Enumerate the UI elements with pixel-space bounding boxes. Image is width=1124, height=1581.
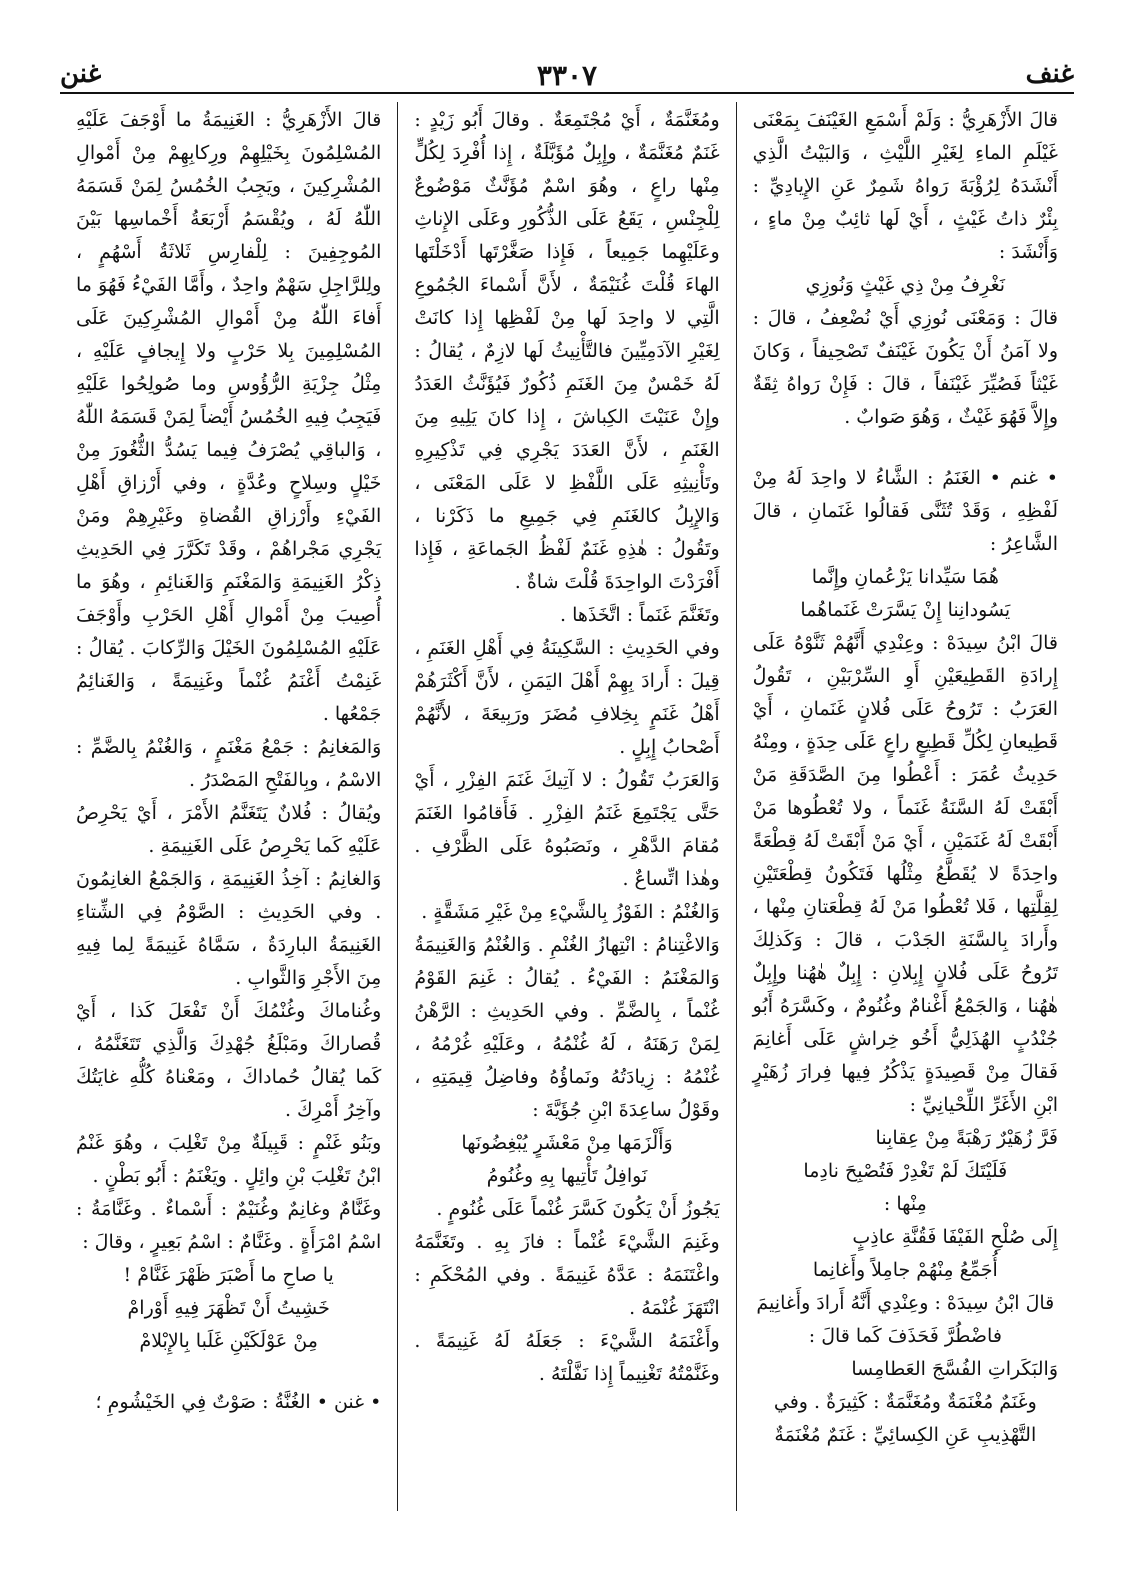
verse-line: وغَنَمٌ مُغْنَمَةٌ ومُغَنَّمَةٌ : كَثِيرَةٌ . وفي التَّهْذِيبِ عَنِ الكِسائِيِّ : غَنَمٌ مُغْنَمَةٌ (773, 1391, 1037, 1446)
body-paragraph: وَالغانِمُ : آخِذُ الغَنِيمَةِ ، وَالجَمْعُ الغانِمُونَ . وفي الحَدِيثِ : الصَّوْمُ فِي الشِّتاءِ الغَنِيمَةُ البارِدَةُ ، سَمَّاهُ غَنِيمَةً لِما فِيهِ مِنَ الأَجْرِ وَالثَّوابِ . (76, 868, 382, 989)
body-paragraph: وَالاغْتِنامُ : انْتِهازُ الغُنْمِ . وَالغُنْمُ وَالغَنِيمَةُ وَالمَغْنَمُ : الفَيْءُ . يُقالُ : غَنِمَ القَوْمُ غُنْماً ، بِالضَّمِّ . وفي الحَدِيثِ : الرَّهْنُ لِمَنْ رَهَنَهُ ، لَهُ غُنْمُهُ ، وعَلَيْهِ غُرْمُهُ ، غُنْمُهُ : زِيادَتُهُ ونَماؤُهُ وفاضِلُ قِيمَتِهِ ، وقَوْلُ ساعِدَةَ ابْنِ جُؤَيَّةَ : (414, 934, 720, 1121)
body-paragraph: يَجُوزُ أَنْ يَكُونَ كَسَّرَ غُنْماً عَلَى غُنُومٍ . (436, 1198, 720, 1220)
running-headword-left: غنن (60, 59, 102, 89)
entry-gap (76, 1358, 381, 1386)
body-paragraph: وأَغْنَمَهُ الشَّيْءَ : جَعَلَهُ لَهُ غَنِيمَةً . وغَنَّمْتُهُ تَغْنِيماً إِذا نَفَّلْتَهُ . (414, 1330, 720, 1385)
body-paragraph: قالَ ابْنُ سِيدَهْ : وعِنْدِي أَنَّهُمْ ثَنَّوْهُ عَلَى إِرادَةِ القَطِيعَيْنِ أَوِ السِّرْبَيْنِ ، تَقُولُ العَرَبُ : تَرُوحُ عَلَى فُلانٍ غَنَمانِ ، أَيْ قَطِيعانِ لِكُلِّ قَطِيعٍ راعٍ عَلَى حِدَةٍ ، ومِنْهُ حَدِيثُ عُمَرَ : أَعْطُوا مِنَ الصَّدَقَةِ مَنْ أَبْقَتْ لَهُ السَّنَةُ غَنَماً ، ولا تُعْطُوها مَنْ أَبْقَتْ لَهُ غَنَمَيْنِ ، أَيْ مَنْ أَبْقَتْ لَهُ قِطْعَةً واحِدَةً لا يُقَطَّعُ مِثْلُها فَتَكُونُ قِطْعَتَيْنِ لِقِلَّتِها ، فَلا تُعْطُوا مَنْ لَهُ قِطْعَتانِ مِنْها ، وأَرادَ بِالسَّنَةِ الجَدْبَ ، قالَ : وَكَذلِكَ تَرُوحُ عَلَى فُلانٍ إِبِلانِ : إِبِلٌ هٰهُنا وإِبِلٌ هٰهُنا ، وَالجَمْعُ أَغْنامٌ وغُنُومٌ ، وكَسَّرَهُ أَبُو جُنْدُبٍ الهُذَلِيُّ أَخُو خِراشٍ عَلَى أَغانِمَ فَقالَ مِنْ قَصِيدَةٍ يَذْكُرُ فِيها فِرارَ زُهَيْرٍ ابْنِ الأَغَرِّ اللِّحْيانِيِّ : (752, 632, 1058, 1116)
header-rule (60, 92, 1074, 94)
page-header (60, 55, 1074, 95)
body-paragraph: وفي الحَدِيثِ : السَّكِينَةُ فِي أَهْلِ الغَنَمِ ، قِيلَ : أَرادَ بِهِمْ أَهْلَ اليَمَنِ ، لأَنَّ أَكْثَرَهُمْ أَهْلُ غَنَمٍ بِخِلافِ مُضَرَ ورَبِيعَةَ ، لأَنَّهُمْ أَصْحابُ إِبِلٍ . (414, 637, 720, 758)
entry-paragraph: • غنن • الغُنَّةُ : صَوْتٌ فِي الخَيْشُومِ ؛ (95, 1391, 382, 1413)
verse-line: يَسُودانِنا إِنْ يَسَّرَتْ غَنَماهُما (800, 599, 1011, 621)
verse-line: قالَ ابْنُ سِيدَهْ : وعِنْدِي أَنَّهُ أَرادَ وأَغانِيمَ فاضْطُرَّ فَحَذَفَ كَما قالَ : (756, 1292, 1055, 1347)
body-paragraph: وغَنِمَ الشَّيْءَ غُنْماً : فازَ بِهِ . وتَغَنَّمَهُ واغْتَنَمَهُ : عَدَّهُ غَنِيمَةً . وفي المُحْكَمِ : انْتَهَزَ غُنْمَهُ . (414, 1231, 720, 1319)
body-paragraph: إِلَى صُلْحِ الفَيْفَا فَقُنَّةِ عاذِبٍ (852, 1226, 1058, 1248)
verse-line: مِنْها : (883, 1193, 927, 1215)
body-paragraph: قالَ الأَزْهَرِيُّ : وَلَمْ أَسْمَعِ الغَيْنَفَ بِمَعْنَى غَيْلَمِ الماءِ لِغَيْرِ اللَّيْثِ ، وَالبَيْتُ الَّذِي أَنْشَدَهُ لِرُؤْبَةَ رَواهُ شَمِرٌ عَنِ الإِيادِيِّ : بِئْرٌ ذاتُ غَيْثٍ ، أَيْ لَها ثائِبٌ مِنْ ماءٍ ، وَأَنْشَدَ : (752, 109, 1058, 263)
column-left (60, 100, 397, 1511)
verse-line: خَشِيتُ أَنْ تَظْهَرَ فِيهِ أَوْرامْ (127, 1297, 330, 1319)
body-paragraph: وبَنُو غَنْمٍ : قَبِيلَةٌ مِنْ تَغْلِبَ ، وهُوَ غَنْمُ ابْنُ تَغْلِبَ بْنِ وائِلٍ . ويَغْنَمُ : أَبُو بَطْنٍ . (76, 1132, 382, 1187)
verse-line: هُمَا سَيِّدانا يَزْعُمانِ وإِنَّما (811, 566, 999, 588)
body-paragraph: ويُقالُ : فُلانٌ يَتَغَنَّمُ الأَمْرَ ، أَيْ يَحْرِصُ عَلَيْهِ كَما يَحْرِصُ عَلَى الغَنِيمَةِ . (76, 802, 382, 857)
body-paragraph: قالَ : وَمَعْنَى نُوزِي أَيْ نُضْعِفُ ، قالَ : ولا آمَنُ أَنْ يَكُونَ غَيْنَفٌ تَصْحِيفاً ، وَكانَ غَيْثاً فَصُيِّرَ غَيْنَفاً ، قالَ : فَإِنْ رَواهُ ثِقَةٌ وإِلاَّ فَهُوَ غَيْثٌ ، وَهُوَ صَوابٌ . (752, 307, 1058, 428)
entry-paragraph: • غنم • الغَنَمُ : الشَّاءُ لا واحِدَ لَهُ مِنْ لَفْظِهِ ، وَقَدْ تُثَنَّى فَقالُوا غَنَمانِ ، قالَ الشَّاعِرُ : (752, 467, 1058, 555)
body-paragraph: قالَ الأَزْهَرِيُّ : الغَنِيمَةُ ما أَوْجَفَ عَلَيْهِ المُسْلِمُونَ بِخَيْلِهِمْ ورِكابِهِمْ مِنْ أَمْوالِ المُشْرِكِينَ ، ويَجِبُ الخُمُسُ لِمَنْ قَسَمَهُ اللّٰهُ لَهُ ، ويُقْسَمُ أَرْبَعَةُ أَخْماسِها بَيْنَ المُوجِفِينَ : لِلْفارِسِ ثَلاثَةُ أَسْهُمٍ ، ولِلرَّاجِلِ سَهْمٌ واحِدٌ ، وأَمَّا الفَيْءُ فَهُوَ ما أَفاءَ اللّٰهُ مِنْ أَمْوالِ المُشْرِكِينَ عَلَى المُسْلِمِينَ بِلا حَرْبٍ ولا إِيجافٍ عَلَيْهِ ، مِثْلُ جِزْيَةِ الرُّؤُوسِ وما صُولِحُوا عَلَيْهِ فَيَجِبُ فِيهِ الخُمُسُ أَيْضاً لِمَنْ قَسَمَهُ اللّٰهُ ، وَالباقِي يُصْرَفُ فِيما يَسُدُّ الثُّغُورَ مِنْ خَيْلٍ وسِلاحٍ وعُدَّةٍ ، وفي أَرْزاقِ أَهْلِ الفَيْءِ وأَرْزاقِ القُضاةِ وغَيْرِهِمْ ومَنْ يَجْرِي مَجْراهُمْ ، وقَدْ تَكَرَّرَ فِي الحَدِيثِ ذِكْرُ الغَنِيمَةِ وَالمَغْنَمِ وَالغَنائِمِ ، وهُوَ ما أُصِيبَ مِنْ أَمْوالِ أَهْلِ الحَرْبِ وأَوْجَفَ عَلَيْهِ المُسْلِمُونَ الخَيْلَ وَالرِّكابَ . يُقالُ : غَنِمْتُ أَغْنَمُ غُنْماً وغَنِيمَةً ، وَالغَنائِمُ جَمْعُها . (76, 109, 382, 725)
running-headword-right: غنف (1025, 59, 1074, 89)
body-paragraph: وَالعَرَبُ تَقُولُ : لا آتِيكَ غَنَمَ الفِزْرِ ، أَيْ حَتَّى يَجْتَمِعَ غَنَمُ الفِزْرِ . فَأَقامُوا الغَنَمَ مُقامَ الدَّهْرِ ، ونَصَبُوهُ عَلَى الظَّرْفِ . وهٰذا اتِّساعٌ . (414, 769, 720, 890)
body-paragraph: وَالبَكَراتِ الفُسَّجَ العَطامِسا (851, 1358, 1058, 1380)
text-columns (60, 100, 1074, 1511)
verse-line: مِنْ عَوْلَكَيْنِ غَلَبا بِالإِبْلامْ (139, 1330, 318, 1352)
body-paragraph: ومُغَنَّمَةٌ ، أَيْ مُجْتَمِعَةٌ . وقالَ أَبُو زَيْدٍ : غَنَمٌ مُغَنَّمَةٌ ، وإِبِلٌ مُؤَبَّلَةٌ ، إِذا أُفْرِدَ لِكُلٍّ مِنْها راعٍ ، وهُوَ اسْمٌ مُؤَنَّثٌ مَوْضُوعٌ لِلْجِنْسِ ، يَقَعُ عَلَى الذُّكُورِ وعَلَى الإِناثِ وعَلَيْهِما جَمِيعاً ، فَإِذا صَغَّرْتَها أَدْخَلْتَها الهاءَ قُلْتَ غُنَيْمَةٌ ، لأَنَّ أَسْماءَ الجُمُوعِ الَّتِي لا واحِدَ لَها مِنْ لَفْظِها إِذا كانَتْ لِغَيْرِ الآدَمِيِّينَ فالتَّأْنِيثُ لَها لازِمٌ ، يُقالُ : لَهُ خَمْسٌ مِنَ الغَنَمِ ذُكُورٌ فَيُؤَنَّثُ العَدَدُ وإِنْ عَنَيْتَ الكِباشَ ، إِذا كانَ يَلِيهِ مِنَ الغَنَمِ ، لأَنَّ العَدَدَ يَجْرِي فِي تَذْكِيرِهِ وتَأْنِيثِهِ عَلَى اللَّفْظِ لا عَلَى المَعْنَى ، وَالإِبِلُ كالغَنَمِ فِي جَمِيعِ ما ذَكَرْنا ، وتَقُولُ : هٰذِهِ غَنَمٌ لَفْظُ الجَماعَةِ ، فَإِذا أَفْرَدْتَ الواحِدَةَ قُلْتَ شاةٌ . (414, 109, 720, 593)
verse-line: أُجَمِّعُ مِنْهُمْ جامِلاً وأَغانِما (812, 1259, 998, 1281)
verse-line: نَوافِلُ تَأْتِيها بِهِ وغُنُومُ (486, 1165, 648, 1187)
body-paragraph: وغُناماكَ وغُنْمُكَ أَنْ تَفْعَلَ كَذا ، أَيْ قُصاراكَ ومَبْلَغُ جُهْدِكَ وَالَّذِي تَتَغَنَّمُهُ ، كَما يُقالُ حُماداكَ ، ومَعْناهُ كُلُّهِ غايَتُكَ وآخِرُ أَمْرِكَ . (76, 1000, 382, 1121)
verse-line: نَغْرِفُ مِنْ ذِي غَيْثٍ وَنُوزِي (805, 274, 1006, 296)
column-right (737, 100, 1074, 1511)
page-number: ٣٣٠٧ (536, 59, 598, 92)
verse-line: يا صاحِ ما أَصْبَرَ ظَهْرَ غَنَّامْ ! (123, 1264, 334, 1286)
column-middle (398, 100, 735, 1511)
body-paragraph: وغَنَّامٌ وغانِمٌ وغُنَيْمٌ : أَسْماءٌ . وغَنَّامَةُ : اسْمُ امْرَأَةٍ . وغَنَّامٌ : اسْمُ بَعِيرٍ ، وقالَ : (76, 1198, 382, 1253)
body-paragraph: وَالغُنْمُ : الفَوْزُ بِالشَّيْءِ مِنْ غَيْرِ مَشَقَّةٍ . (421, 901, 720, 923)
verse-line: وَأَلْزَمَها مِنْ مَعْشَرٍ يُبْغِضُونَها (461, 1132, 673, 1154)
body-paragraph: فَرَّ زُهَيْرٌ رَهْبَةً مِنْ عِقابِنا (875, 1127, 1058, 1149)
body-paragraph: وَالمَغانِمُ : جَمْعُ مَغْنَمٍ ، وَالغُنْمُ بِالضَّمِّ : الاسْمُ ، وبِالفَتْحِ المَصْدَرُ . (76, 736, 382, 791)
entry-gap (753, 434, 1058, 462)
body-paragraph: وتَغَنَّمَ غَنَماً : اتَّخَذَها . (560, 604, 720, 626)
verse-line: فَلَيْتَكَ لَمْ تَغْدِرْ فَتُصْبِحَ نادِما (803, 1160, 1008, 1182)
